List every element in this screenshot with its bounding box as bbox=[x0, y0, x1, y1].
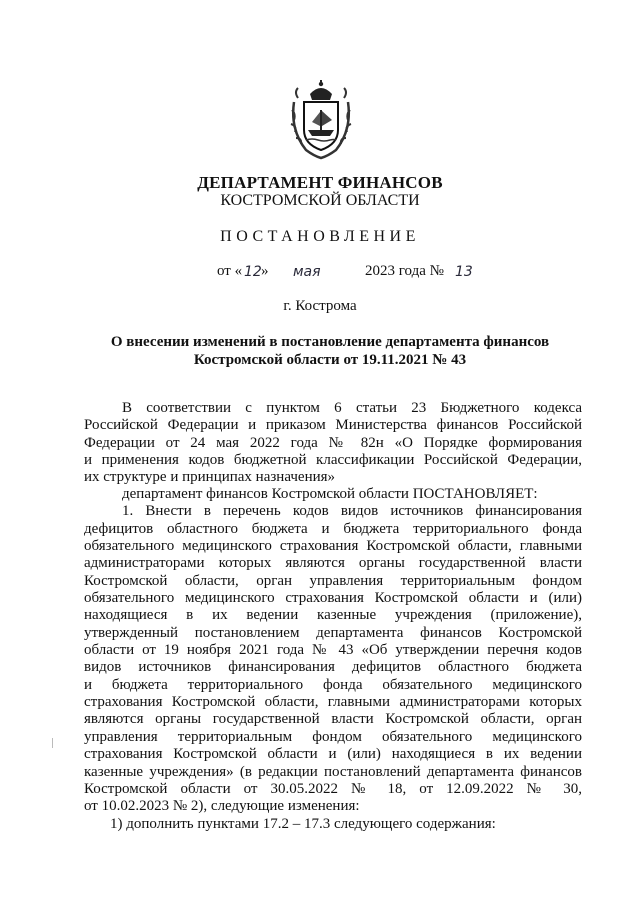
text-line: являются органы государственной власти Костромской области, орган bbox=[84, 711, 582, 728]
date-quote-close: » bbox=[261, 263, 269, 279]
text-line: управления территориальным фондом обязательного медицинского bbox=[84, 728, 582, 745]
text-line: утвержденный постановлением департамента финансов Костромской bbox=[84, 624, 582, 641]
text-line: администраторами которых являются органы государственной власти bbox=[84, 555, 582, 572]
text-line: и применения кодов бюджетной классификации Российской Федерации, bbox=[84, 452, 582, 469]
subitem-line: 1) дополнить пунктами 17.2 – 17.3 следующего содержания: bbox=[110, 815, 496, 832]
text-line: В соответствии с пунктом 6 статьи 23 Бюджетного кодекса bbox=[122, 400, 582, 416]
document-type: ПОСТАНОВЛЕНИЕ bbox=[220, 228, 420, 245]
date-prefix: от « bbox=[217, 263, 243, 279]
text-line: страхования Костромской области и (или) находящиеся в их ведении bbox=[84, 746, 582, 763]
date-year: 2023 года № bbox=[365, 263, 444, 279]
text-line: видов источников финансирования дефицитов областного бюджета bbox=[84, 659, 582, 676]
text-line: казенные учреждения» (в редакции постановлений департамента финансов bbox=[84, 763, 582, 780]
department-title: ДЕПАРТАМЕНТ ФИНАНСОВ bbox=[197, 173, 443, 192]
text-line: области от 19 ноября 2021 года № 43 «Об утверждении перечня кодов bbox=[84, 642, 582, 659]
subject-line: Костромской области от 19.11.2021 № 43 bbox=[193, 352, 467, 368]
margin-mark bbox=[52, 738, 53, 748]
text-line: Костромской области от 30.05.2022 № 18, от 12.09.2022 № 30, bbox=[84, 780, 582, 797]
department-region: КОСТРОМСКОЙ ОБЛАСТИ bbox=[220, 192, 420, 209]
date-month: мая bbox=[293, 264, 321, 280]
main-paragraphs bbox=[84, 486, 582, 833]
text-line: от 10.02.2023 № 2), следующие изменения: bbox=[84, 798, 360, 815]
date-day: 12 bbox=[244, 264, 262, 280]
text-line: и бюджета территориального фонда обязательного медицинского bbox=[84, 676, 582, 693]
text-line: обязательного медицинского страхования Костромской области и (или) bbox=[84, 590, 582, 607]
text-line: 1. Внести в перечень кодов видов источников финансирования bbox=[122, 503, 582, 520]
preamble-paragraph bbox=[84, 400, 582, 487]
text-line: Российской Федерации и приказом Министерства финансов Российской bbox=[84, 417, 582, 434]
subject-line: О внесении изменений в постановление департамента финансов bbox=[110, 334, 550, 350]
date-line bbox=[217, 263, 477, 283]
text-line: страхования Костромской области, главными администраторами которых bbox=[84, 694, 582, 711]
document-subject bbox=[100, 333, 560, 369]
resolves-line: департамент финансов Костромской области ПОСТАНОВЛЯЕТ: bbox=[122, 486, 538, 502]
text-line: Федерации от 24 мая 2022 года № 82н «О Порядке формирования bbox=[84, 434, 582, 451]
document-number: 13 bbox=[455, 264, 473, 280]
text-line: дефицитов областного бюджета и бюджета территориального фонда bbox=[84, 520, 582, 537]
text-line: их структуре и принципах назначения» bbox=[84, 469, 336, 486]
city: г. Кострома bbox=[283, 298, 357, 314]
kostroma-coat-of-arms-icon bbox=[288, 80, 354, 160]
text-line: обязательного медицинского страхования Костромской области, главными bbox=[84, 538, 582, 555]
text-line: Костромской области, орган управления территориальным фондом bbox=[84, 572, 582, 589]
text-line: находящиеся в их ведении казенные учреждения (приложение), bbox=[84, 607, 582, 624]
